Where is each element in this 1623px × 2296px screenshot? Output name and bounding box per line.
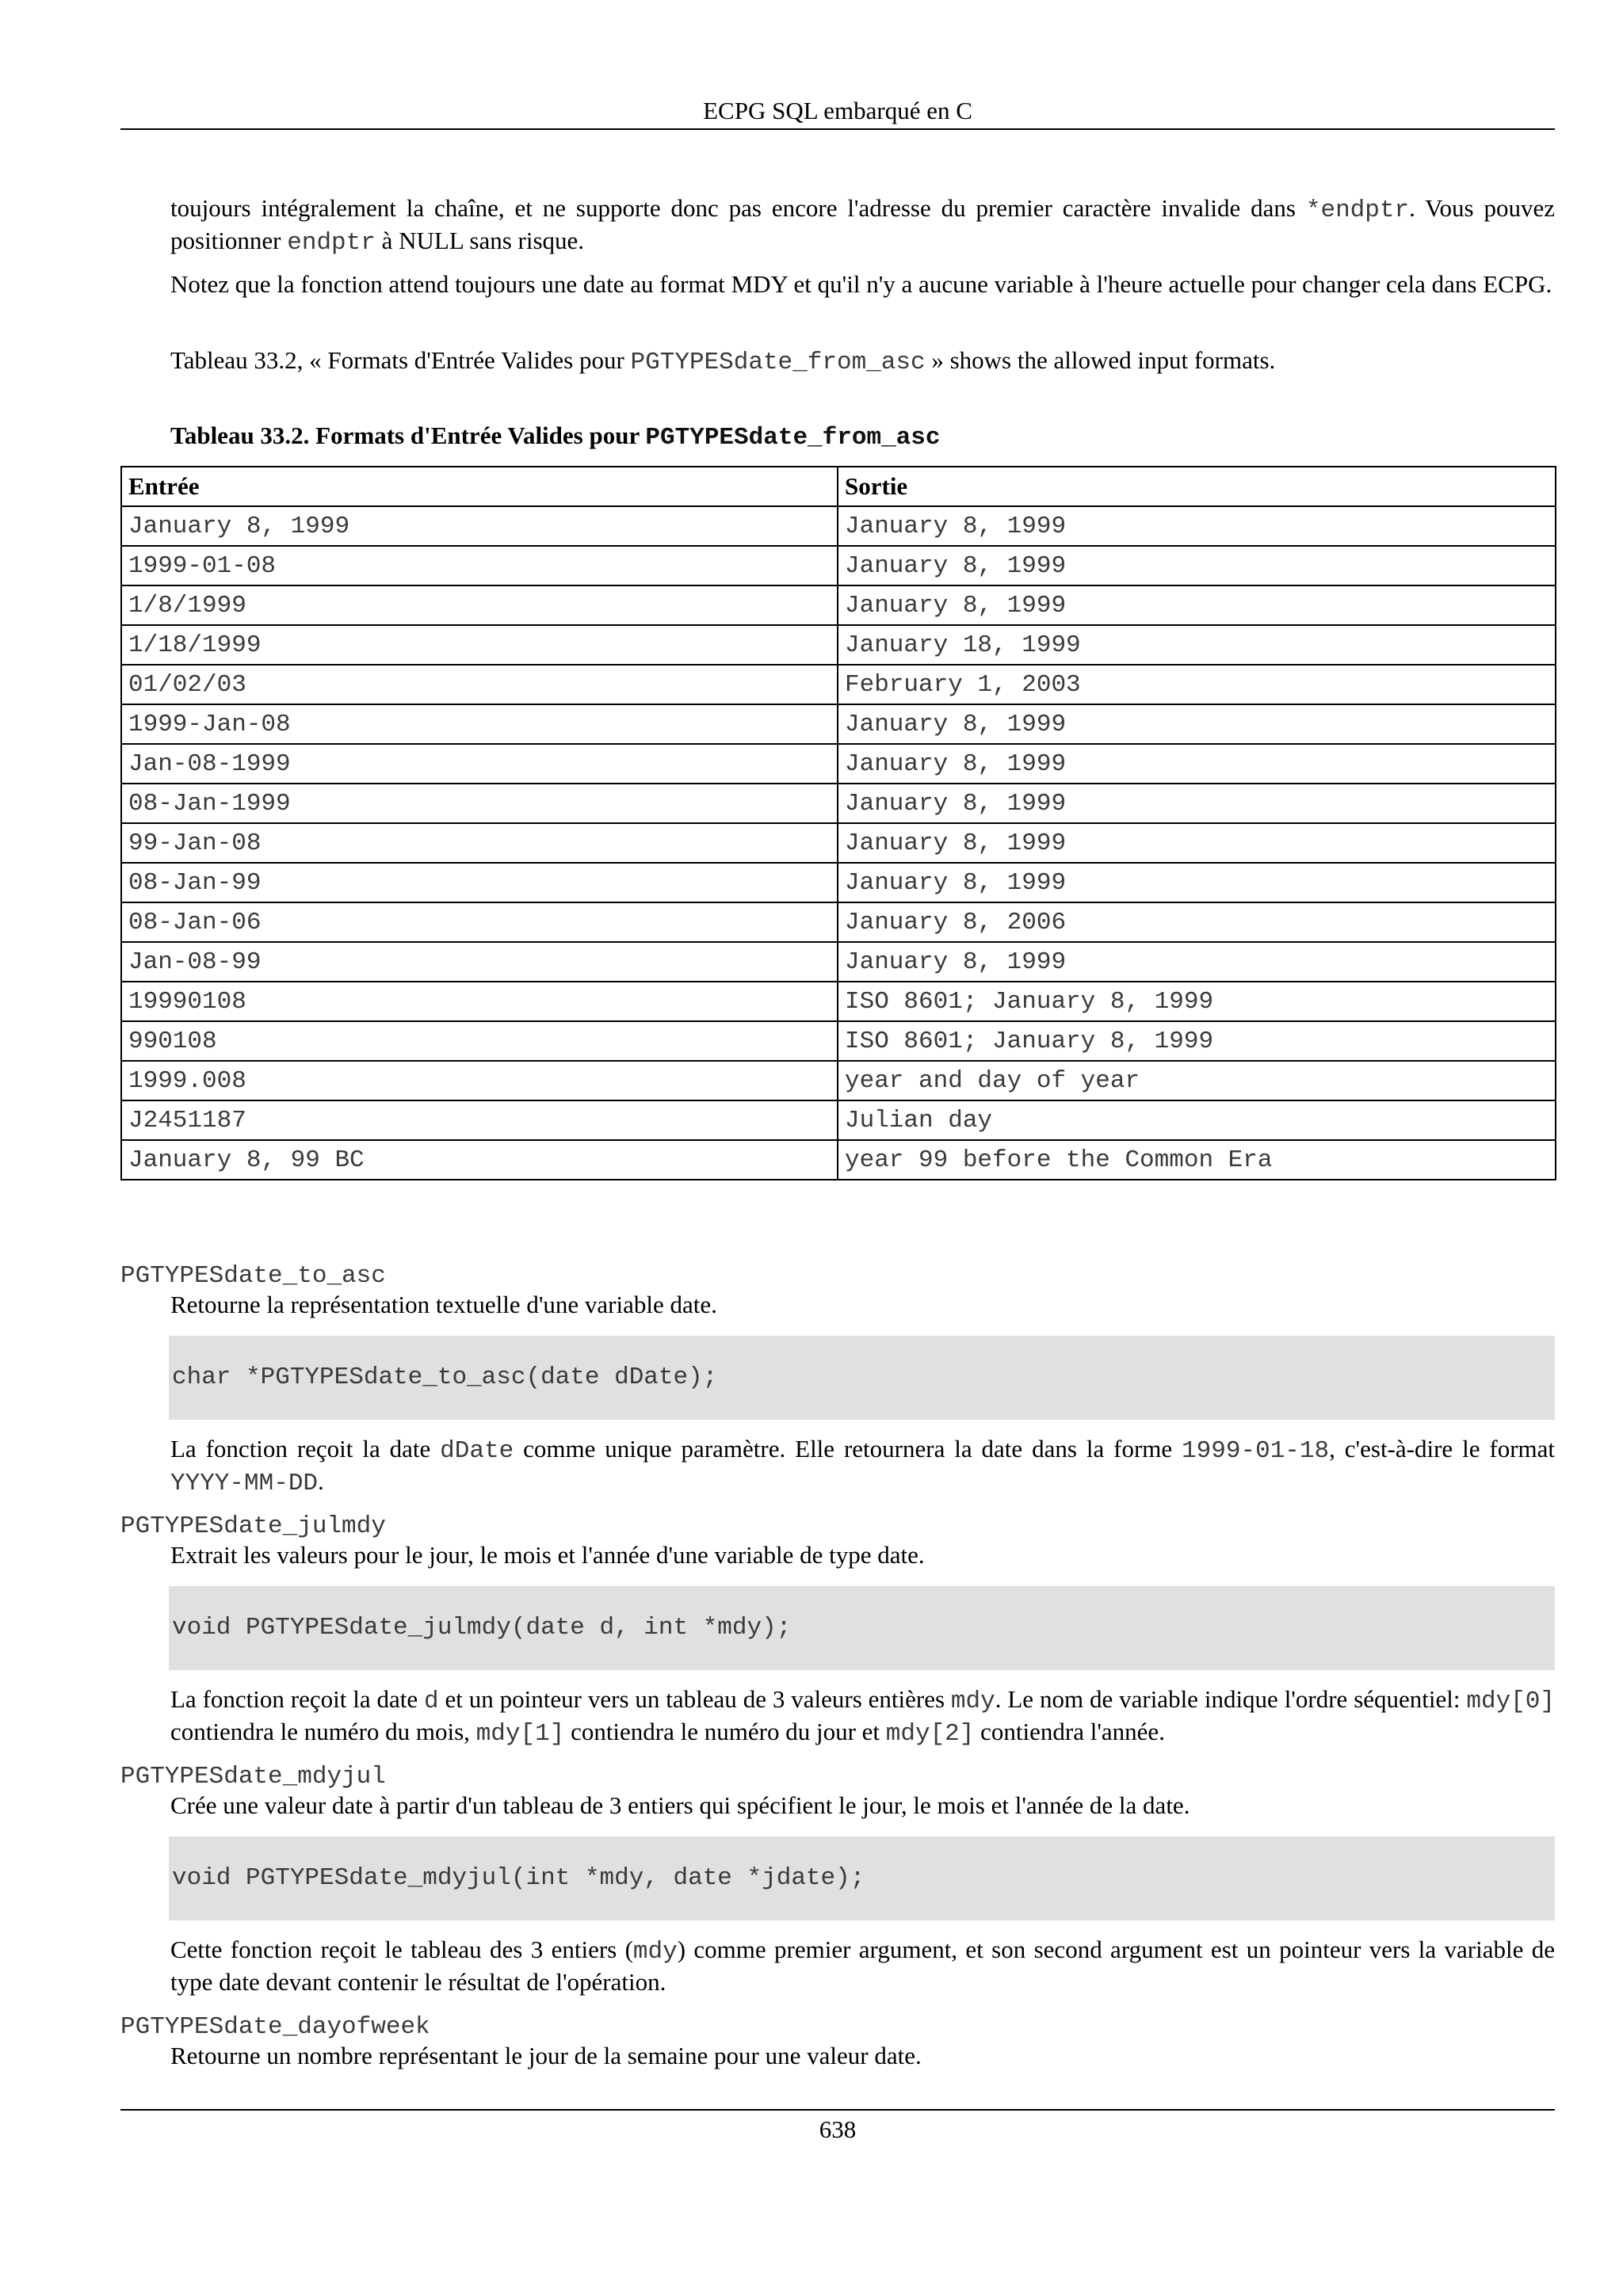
- function-summary-dayofweek: [170, 2041, 1555, 2071]
- inline-code: mdy[1]: [475, 1720, 565, 1748]
- inline-code: 1999-01-18: [1182, 1437, 1330, 1465]
- cell-sortie: Julian day: [838, 1100, 1556, 1140]
- cell-sortie: February 1, 2003: [838, 665, 1556, 704]
- table-caption-text: Tableau 33.2. Formats d'Entrée Valides pour: [170, 421, 646, 449]
- text-run: Retourne un nombre représentant le jour de la semaine pour une valeur date.: [170, 2042, 922, 2069]
- cell-entree: 01/02/03: [121, 665, 838, 704]
- function-term-mdyjul: PGTYPESdate_mdyjul: [120, 1763, 386, 1791]
- inline-code: endptr: [287, 229, 376, 257]
- text-run: contiendra le numéro du mois,: [170, 1718, 476, 1745]
- function-summary-mdyjul: [170, 1791, 1555, 1821]
- cell-sortie: January 8, 1999: [838, 823, 1556, 863]
- text-run: Notez que la fonction attend toujours une date au format MDY et qu'il n'y a aucune variable à l'heure actuelle pour changer cela dans ECPG.: [170, 270, 1552, 298]
- text-run: Retourne la représentation textuelle d'une variable date.: [170, 1291, 717, 1318]
- inline-code: *endptr: [1305, 196, 1410, 224]
- cell-sortie: year and day of year: [838, 1061, 1556, 1100]
- text-run: . Vous pouvez positionner: [170, 194, 1555, 254]
- text-run: , c'est-à-dire le format: [1329, 1435, 1556, 1463]
- text-run: contiendra le numéro du jour et: [564, 1718, 886, 1745]
- inline-code: d: [424, 1688, 439, 1715]
- table-row: [121, 1061, 1556, 1100]
- inline-code: dDate: [440, 1437, 514, 1465]
- cell-entree: 1999-01-08: [121, 546, 838, 585]
- cell-entree: J2451187: [121, 1100, 838, 1140]
- text-run: ) comme premier argument, et son second argument est un pointeur vers la variable de type date devant contenir le résultat de l'opération.: [170, 1936, 1556, 1996]
- page-number: 638: [819, 2115, 857, 2143]
- code-block-mdyjul: void PGTYPESdate_mdyjul(int *mdy, date *jdate);: [169, 1836, 1555, 1920]
- text-run: La fonction reçoit la date: [170, 1435, 441, 1463]
- cell-entree: 08-Jan-1999: [121, 784, 838, 823]
- cell-entree: January 8, 1999: [121, 506, 838, 546]
- table-row: [121, 1021, 1556, 1061]
- function-description-to-asc: [170, 1434, 1555, 1499]
- intro-paragraph-1: [170, 193, 1555, 258]
- column-header-entree: Entrée: [121, 467, 838, 506]
- running-header: ECPG SQL embarqué en C: [703, 97, 972, 124]
- table-row: [121, 1140, 1556, 1180]
- text-run: Tableau 33.2, « Formats d'Entrée Valides pour: [170, 346, 631, 374]
- cell-sortie: January 8, 1999: [838, 546, 1556, 585]
- input-formats-table: [120, 466, 1556, 1180]
- cell-sortie: January 18, 1999: [838, 625, 1556, 665]
- table-row: [121, 506, 1556, 546]
- inline-code: mdy: [950, 1688, 995, 1715]
- cell-entree: 1/8/1999: [121, 585, 838, 625]
- table-row: [121, 784, 1556, 823]
- function-term-dayofweek: PGTYPESdate_dayofweek: [120, 2013, 430, 2041]
- cell-entree: 08-Jan-06: [121, 902, 838, 942]
- cell-sortie: January 8, 1999: [838, 585, 1556, 625]
- cell-entree: 1999-Jan-08: [121, 704, 838, 744]
- cell-sortie: January 8, 1999: [838, 942, 1556, 982]
- text-run: . Le nom de variable indique l'ordre séquentiel:: [995, 1685, 1467, 1713]
- text-run: .: [318, 1467, 324, 1495]
- cell-sortie: January 8, 2006: [838, 902, 1556, 942]
- table-row: [121, 585, 1556, 625]
- cell-sortie: ISO 8601; January 8, 1999: [838, 982, 1556, 1021]
- cell-entree: 990108: [121, 1021, 838, 1061]
- table-row: [121, 982, 1556, 1021]
- cell-sortie: January 8, 1999: [838, 744, 1556, 784]
- column-header-sortie: Sortie: [838, 467, 1556, 506]
- table-caption-code: PGTYPESdate_from_asc: [645, 424, 941, 452]
- cell-sortie: January 8, 1999: [838, 506, 1556, 546]
- code-block-to-asc: char *PGTYPESdate_to_asc(date dDate);: [169, 1336, 1555, 1420]
- intro-paragraph-2: [170, 269, 1555, 299]
- table-row: [121, 665, 1556, 704]
- function-description-julmdy: [170, 1684, 1555, 1749]
- table-row: [121, 942, 1556, 982]
- text-run: contiendra l'année.: [974, 1718, 1165, 1745]
- cell-entree: 99-Jan-08: [121, 823, 838, 863]
- inline-code: mdy[2]: [885, 1720, 975, 1748]
- function-summary-julmdy: [170, 1540, 1555, 1570]
- cell-entree: 1999.008: [121, 1061, 838, 1100]
- cell-entree: January 8, 99 BC: [121, 1140, 838, 1180]
- table-row: [121, 744, 1556, 784]
- table-row: [121, 863, 1556, 902]
- table-row: [121, 546, 1556, 585]
- text-run: à NULL sans risque.: [375, 227, 585, 254]
- text-run: comme unique paramètre. Elle retournera la date dans la forme: [514, 1435, 1182, 1463]
- text-run: » shows the allowed input formats.: [925, 346, 1276, 374]
- text-run: La fonction reçoit la date: [170, 1685, 425, 1713]
- intro-paragraph-3: [170, 345, 1555, 378]
- cell-sortie: year 99 before the Common Era: [838, 1140, 1556, 1180]
- cell-entree: 19990108: [121, 982, 838, 1021]
- table-row: [121, 625, 1556, 665]
- text-run: Extrait les valeurs pour le jour, le mois et l'année d'une variable de type date.: [170, 1541, 925, 1569]
- inline-code: PGTYPESdate_from_asc: [630, 349, 926, 376]
- cell-sortie: January 8, 1999: [838, 863, 1556, 902]
- text-run: et un pointeur vers un tableau de 3 valeurs entières: [438, 1685, 951, 1713]
- code-block-julmdy: void PGTYPESdate_julmdy(date d, int *mdy);: [169, 1586, 1555, 1670]
- table-row: [121, 902, 1556, 942]
- inline-code: mdy[0]: [1466, 1688, 1555, 1715]
- text-run: Cette fonction reçoit le tableau des 3 entiers (: [170, 1936, 633, 1963]
- table-caption: [170, 420, 940, 454]
- cell-sortie: January 8, 1999: [838, 784, 1556, 823]
- cell-entree: Jan-08-1999: [121, 744, 838, 784]
- cell-sortie: ISO 8601; January 8, 1999: [838, 1021, 1556, 1061]
- inline-code: YYYY-MM-DD: [170, 1470, 319, 1497]
- function-summary-to-asc: [170, 1290, 1555, 1320]
- function-term-to-asc: PGTYPESdate_to_asc: [120, 1262, 386, 1290]
- function-description-mdyjul: [170, 1935, 1555, 1997]
- table-row: [121, 823, 1556, 863]
- function-term-julmdy: PGTYPESdate_julmdy: [120, 1512, 386, 1540]
- table-header-row: [121, 467, 1556, 506]
- text-run: toujours intégralement la chaîne, et ne supporte donc pas encore l'adresse du premier caractère invalide dans: [170, 194, 1306, 222]
- cell-entree: 08-Jan-99: [121, 863, 838, 902]
- footer-rule: [120, 2109, 1555, 2111]
- cell-entree: 1/18/1999: [121, 625, 838, 665]
- table-row: [121, 1100, 1556, 1140]
- cell-entree: Jan-08-99: [121, 942, 838, 982]
- cell-sortie: January 8, 1999: [838, 704, 1556, 744]
- table-row: [121, 704, 1556, 744]
- header-rule: [120, 128, 1555, 130]
- inline-code: mdy: [632, 1938, 678, 1966]
- text-run: Crée une valeur date à partir d'un tableau de 3 entiers qui spécifient le jour, le mois et l'année de la date.: [170, 1791, 1190, 1819]
